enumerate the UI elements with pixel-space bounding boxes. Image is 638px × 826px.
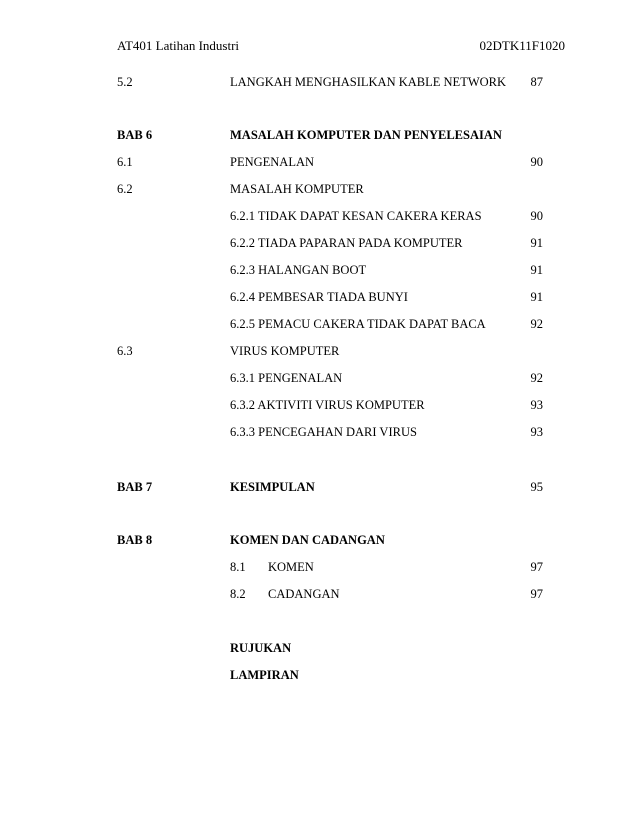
toc-title: VIRUS KOMPUTER [230, 344, 340, 358]
toc-title: 6.3.1 PENGENALAN [230, 371, 343, 385]
toc-number: 6.1 [117, 155, 133, 169]
toc-page: 90 [530, 155, 543, 169]
toc-title: KOMEN DAN CADANGAN [230, 533, 385, 547]
page-header [117, 38, 565, 54]
toc-title [230, 559, 314, 575]
toc-title: 6.3.2 AKTIVITI VIRUS KOMPUTER [230, 398, 425, 412]
toc-title-text: CADANGAN [268, 587, 340, 601]
toc-row [0, 532, 638, 548]
toc-title: KESIMPULAN [230, 480, 315, 494]
toc-page: 91 [530, 263, 543, 277]
toc-page: 92 [530, 371, 543, 385]
toc-number: BAB 8 [117, 533, 153, 547]
toc-row [0, 154, 638, 170]
toc-page: 90 [530, 209, 543, 223]
toc-subnumber: 8.2 [230, 587, 246, 601]
toc-row [0, 370, 638, 386]
toc-title: RUJUKAN [230, 641, 292, 655]
toc-number: BAB 7 [117, 480, 153, 494]
toc-page: 97 [530, 587, 543, 601]
toc-row [0, 424, 638, 440]
toc-title: MASALAH KOMPUTER [230, 182, 364, 196]
toc-number: BAB 6 [117, 128, 153, 142]
toc-page: 97 [530, 560, 543, 574]
toc-row [0, 343, 638, 359]
toc-page: 93 [530, 425, 543, 439]
header-left: AT401 Latihan Industri [117, 38, 240, 53]
toc-title: 6.2.2 TIADA PAPARAN PADA KOMPUTER [230, 236, 463, 250]
toc-number: 5.2 [117, 75, 133, 89]
toc-subnumber: 8.1 [230, 560, 246, 574]
toc-title: 6.2.1 TIDAK DAPAT KESAN CAKERA KERAS [230, 209, 482, 223]
toc-row [0, 397, 638, 413]
toc-row [0, 235, 638, 251]
toc-page: 95 [530, 480, 543, 494]
header-right: 02DTK11F1020 [479, 38, 565, 53]
toc-title: 6.3.3 PENCEGAHAN DARI VIRUS [230, 425, 417, 439]
toc-title: 6.2.3 HALANGAN BOOT [230, 263, 367, 277]
toc-title: 6.2.4 PEMBESAR TIADA BUNYI [230, 290, 408, 304]
toc-row [0, 262, 638, 278]
toc-page: 92 [530, 317, 543, 331]
toc-row [0, 181, 638, 197]
toc-page: 91 [530, 236, 543, 250]
toc-title: LANGKAH MENGHASILKAN KABLE NETWORK [230, 75, 507, 89]
toc-page: 87 [530, 75, 543, 89]
toc-title: PENGENALAN [230, 155, 315, 169]
toc-page: 91 [530, 290, 543, 304]
toc-row [0, 289, 638, 305]
toc-row [0, 667, 638, 683]
toc-title: MASALAH KOMPUTER DAN PENYELESAIAN [230, 128, 502, 142]
toc-title [230, 586, 340, 602]
toc-title-text: KOMEN [268, 560, 314, 574]
toc-number: 6.3 [117, 344, 133, 358]
toc-row [0, 74, 638, 90]
toc-row [0, 208, 638, 224]
toc-row [0, 640, 638, 656]
toc-page: 93 [530, 398, 543, 412]
toc-row [0, 586, 638, 602]
toc-title: LAMPIRAN [230, 668, 299, 682]
toc-title: 6.2.5 PEMACU CAKERA TIDAK DAPAT BACA [230, 317, 486, 331]
toc-number: 6.2 [117, 182, 133, 196]
toc-row [0, 479, 638, 495]
toc-row [0, 316, 638, 332]
toc-row [0, 127, 638, 143]
toc-row [0, 559, 638, 575]
